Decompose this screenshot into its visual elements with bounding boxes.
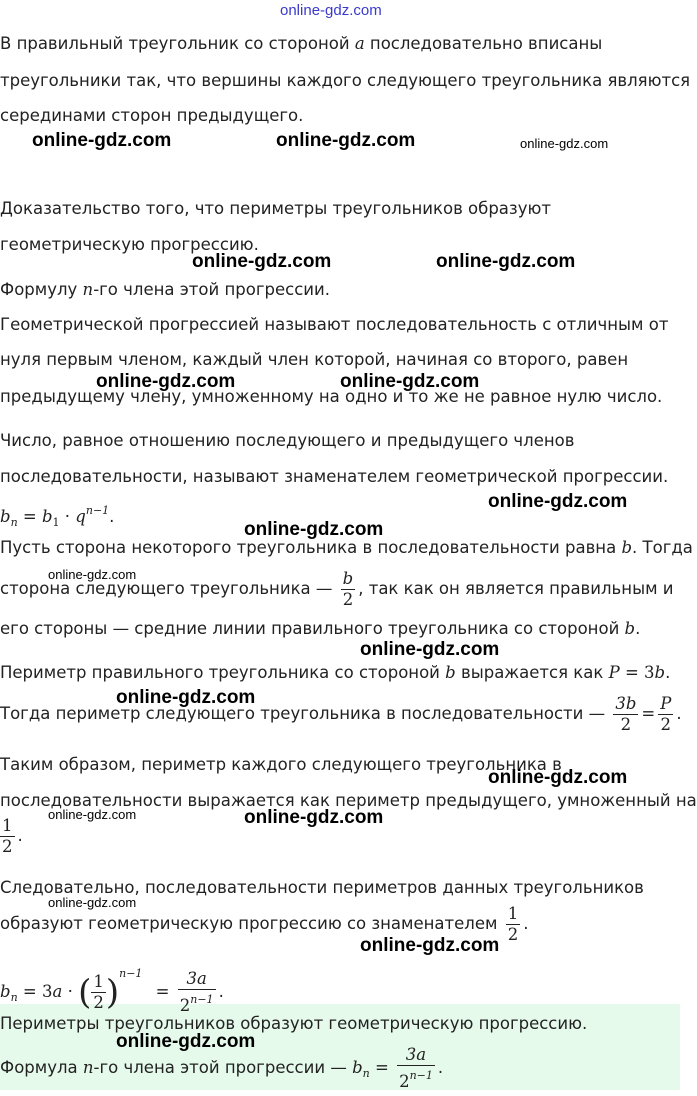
fraction-3a-over-power: $\frac{3a}{2^{n-1}}$ [179,969,214,1015]
step1-line-3: его стороны — средние линии правильного треугольника со стороной b. [0,619,641,638]
watermark: online-gdz.com [32,130,172,151]
task-line-2: геометрическую прогрессию. [0,235,259,254]
formula-perimeter-term: $b_n = 3a$ · ( $\frac{1}{2}$ )$^{n-1}$ = $\frac{3a}{2^{n-1}}$ . [0,967,224,1015]
watermark: online-gdz.com [116,1031,256,1052]
step4-line-2: последовательности выражается как периметр предыдущего, умноженный на [0,791,697,810]
watermark: online-gdz.com [360,639,500,660]
fraction-half: $\frac{1}{2}$ [93,972,104,1012]
step5-line-2: образуют геометрическую прогрессию со знаменателем $\frac{1}{2}$ . [0,904,529,944]
answer-line-2: Формула n-го члена этой прогрессии — $b_n$ = $\frac{3a}{2^{n-1}}$ . [0,1045,444,1091]
watermark: online-gdz.com [48,567,137,582]
watermark: online-gdz.com [276,130,416,151]
answer-fraction: $\frac{3a}{2^{n-1}}$ [399,1045,433,1091]
step4-line-3: $\frac{1}{2}$ . [2,816,23,856]
watermark: online-gdz.com [340,371,480,392]
fraction-b-over-2: $\frac{b}{2}$ [342,569,354,609]
formula-general-term: $b_n = b_1 \cdot q^{n-1}$. [0,504,115,529]
fraction-p-over-2: $\frac{P}{2}$ [660,694,672,734]
fraction-ratio: $\frac{1}{2}$ [507,904,519,944]
watermark: online-gdz.com [488,767,628,788]
definition-line-5: последовательности, называют знаменателем геометрической прогрессии. [0,467,669,486]
definition-line-3: предыдущему члену, умноженному на одно и то же не равное нулю число. [0,387,663,406]
watermark: online-gdz.com [192,251,332,272]
right-paren: ) [105,972,120,1013]
intro-line-1: В правильный треугольник со стороной a последовательно вписаны [0,34,603,53]
watermark: online-gdz.com [48,895,137,910]
definition-line-4: Число, равное отношению последующего и предыдущего членов [0,431,575,450]
step3-line: Тогда периметр следующего треугольника в последовательности — $\frac{3b}{2}$ = $\frac{P}{2}$ . [0,694,682,734]
step4-line-1: Таким образом, периметр каждого следующего треугольника в [0,755,562,774]
left-paren: ( [78,972,92,1013]
watermark: online-gdz.com [244,519,384,540]
step1-line-1: Пусть сторона некоторого треугольника в последовательности равна b. Тогда [0,538,693,557]
watermark: online-gdz.com [360,935,500,956]
watermark: online-gdz.com [436,251,576,272]
fraction-1-over-2: $\frac{1}{2}$ [2,816,13,856]
task-line-1: Доказательство того, что периметры треугольников образуют [0,199,551,218]
intro-line-3: серединами сторон предыдущего. [0,106,304,125]
watermark: online-gdz.com [488,491,628,512]
watermark: online-gdz.com [244,807,384,828]
fraction-3b-over-2: $\frac{3b}{2}$ [615,694,637,734]
step5-line-1: Следовательно, последовательности периметров данных треугольников [0,878,644,897]
definition-line-2: нуля первым членом, каждый член которой, начиная со второго, равен [0,350,629,369]
watermark: online-gdz.com [520,136,609,151]
watermark: online-gdz.com [96,371,236,392]
task-line-3: Формулу n-го члена этой прогрессии. [0,280,330,299]
definition-line-1: Геометрической прогрессией называют последовательность с отличным от [0,315,669,334]
answer-line-1: Периметры треугольников образуют геометрическую прогрессию. [0,1014,588,1033]
intro-line-2: треугольники так, что вершины каждого следующего треугольника являются [0,71,691,90]
site-mark[interactable]: online-gdz.com [280,2,382,19]
step2-line: Периметр правильного треугольника со стороной b выражается как P = 3b. [0,663,671,682]
watermark: online-gdz.com [48,807,137,822]
watermark: online-gdz.com [116,687,256,708]
step1-line-2: сторона следующего треугольника — $\frac{b}{2}$ , так как он является правильным и [0,569,674,609]
